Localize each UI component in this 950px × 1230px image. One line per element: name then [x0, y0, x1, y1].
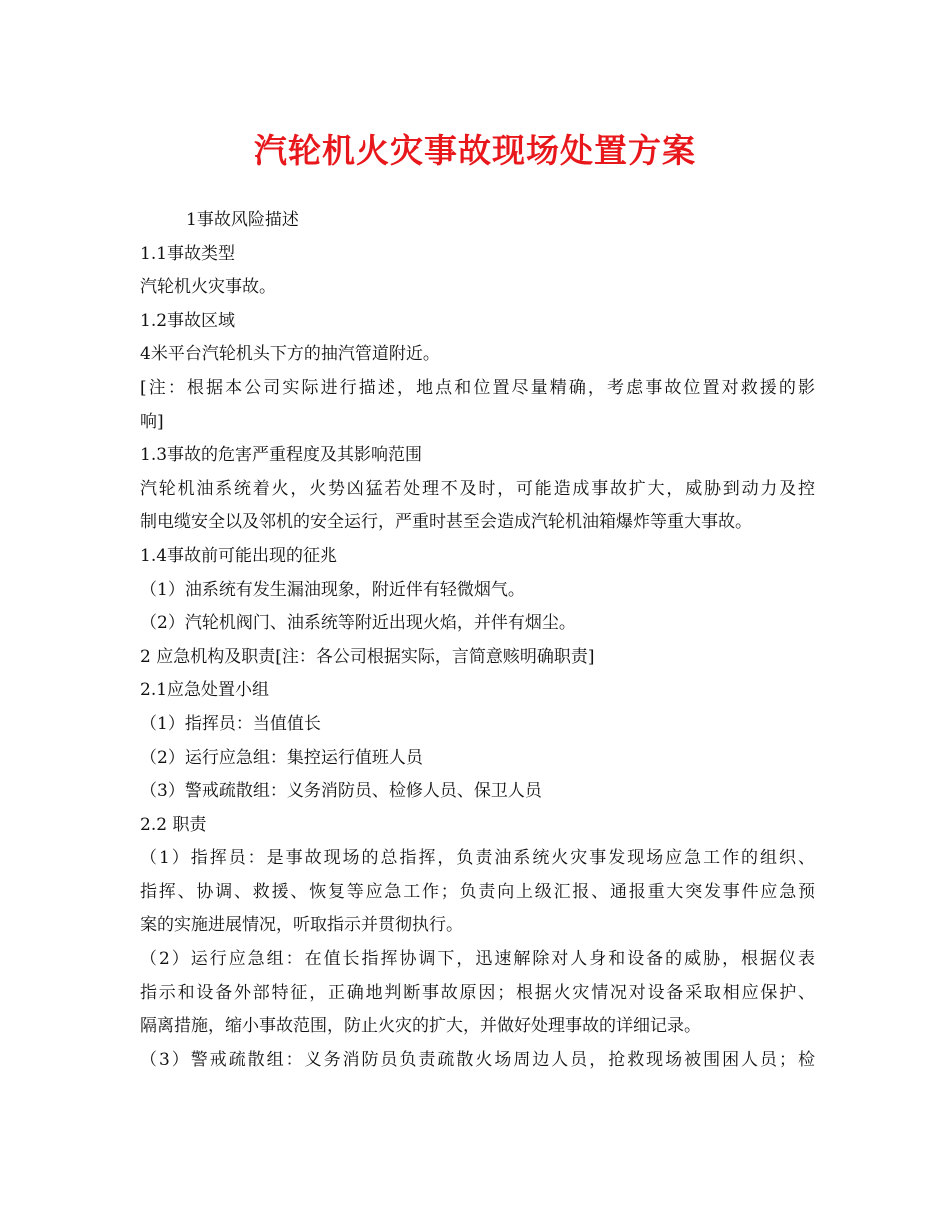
heading-2: 2 应急机构及职责[注：各公司根据实际，言简意赅明确职责] [140, 646, 595, 667]
list-item: （2）运行应急组：集控运行值班人员 [140, 747, 423, 768]
list-item: 指示和设备外部特征，正确地判断事故原因；根据火灾情况对设备采取相应保护、 [140, 982, 815, 1003]
document-body [140, 204, 815, 1077]
list-item: （3）警戒疏散组：义务消防员、检修人员、保卫人员 [140, 781, 542, 802]
paragraph: 制电缆安全以及邻机的安全运行，严重时甚至会造成汽轮机油箱爆炸等重大事故。 [140, 512, 752, 533]
list-item: （1）指挥员：当值值长 [140, 713, 321, 734]
paragraph-note: 响] [140, 411, 164, 432]
paragraph-note: [注：根据本公司实际进行描述，地点和位置尽量精确，考虑事故位置对救援的影 [140, 377, 815, 398]
heading-1: 1事故风险描述 [186, 210, 299, 230]
list-item: （2）运行应急组：在值长指挥协调下，迅速解除对人身和设备的威胁，根据仪表 [140, 949, 815, 970]
list-item: （2）汽轮机阀门、油系统等附近出现火焰，并伴有烟尘。 [140, 613, 576, 634]
document-title: 汽轮机火灾事故现场处置方案 [254, 131, 696, 170]
list-item: 案的实施进展情况，听取指示并贯彻执行。 [140, 915, 463, 936]
paragraph: 汽轮机火灾事故。 [140, 277, 276, 298]
heading-2-2: 2.2 职责 [140, 814, 207, 835]
list-item: （3）警戒疏散组：义务消防员负责疏散火场周边人员，抢救现场被围困人员；检 [140, 1049, 815, 1070]
paragraph: 4米平台汽轮机头下方的抽汽管道附近。 [140, 344, 440, 365]
heading-1-3: 1.3事故的危害严重程度及其影响范围 [140, 445, 423, 466]
list-item: 指挥、协调、救援、恢复等应急工作；负责向上级汇报、通报重大突发事件应急预 [140, 881, 815, 902]
list-item: 隔离措施，缩小事故范围，防止火灾的扩大，并做好处理事故的详细记录。 [140, 1016, 701, 1037]
list-item: （1）指挥员：是事故现场的总指挥，负责油系统火灾事发现场应急工作的组织、 [140, 848, 815, 869]
paragraph: 汽轮机油系统着火，火势凶猛若处理不及时，可能造成事故扩大，威胁到动力及控 [140, 478, 815, 499]
heading-1-1: 1.1事故类型 [140, 243, 236, 264]
heading-2-1: 2.1应急处置小组 [140, 680, 270, 701]
heading-1-4: 1.4事故前可能出现的征兆 [140, 545, 338, 566]
heading-1-2: 1.2事故区域 [140, 310, 236, 331]
list-item: （1）油系统有发生漏油现象，附近伴有轻微烟气。 [140, 579, 525, 600]
